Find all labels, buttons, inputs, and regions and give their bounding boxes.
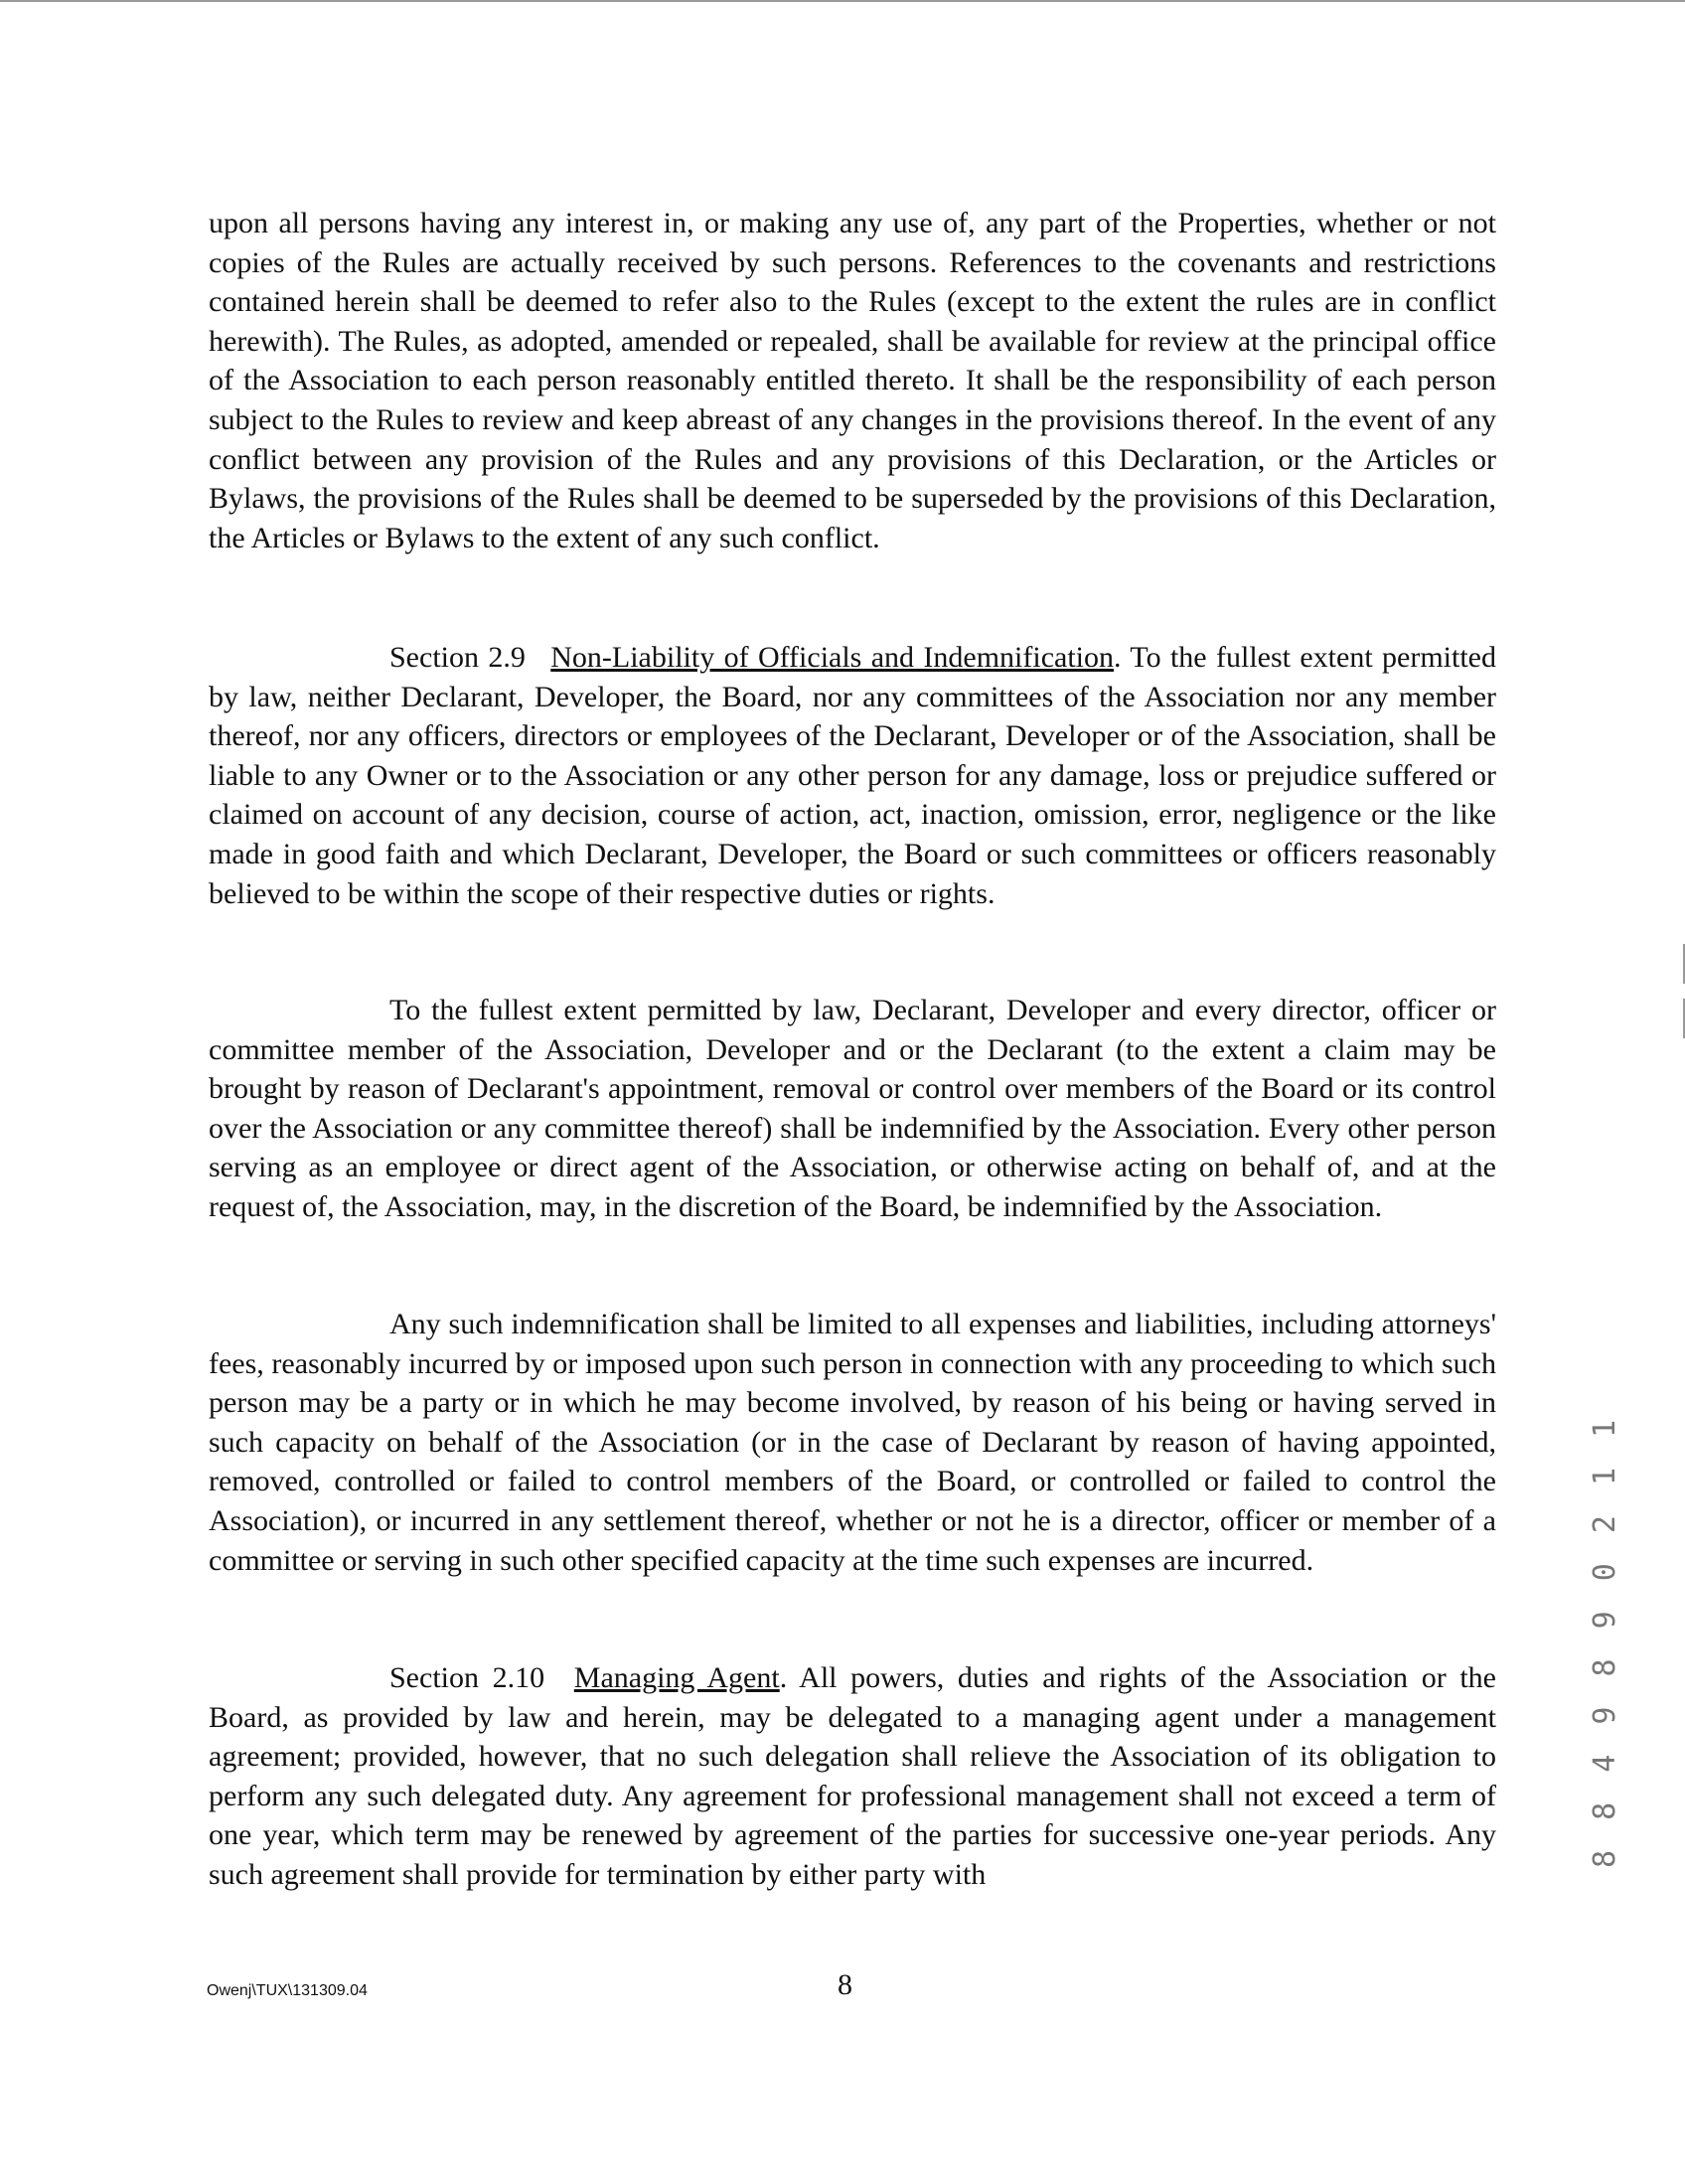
paragraph-indemnification-limits	[209, 1305, 1496, 1580]
section-number: Section 2.10	[389, 1661, 545, 1694]
section-2-9	[209, 638, 1496, 913]
section-2-10	[209, 1658, 1496, 1895]
section-heading: Managing Agent	[573, 1661, 780, 1694]
section-body: . To the fullest extent permitted by law, neither Declarant, Developer, the Board, nor any committees of the Association nor any member thereof, nor any officers, directors or employees of the Declarant, Developer or of the Association, shall be liable to any Owner or to the Association or any other person for any damage, loss or prejudice suffered or claimed on account of any decision, course of action, act, inaction, omission, error, negligence or the like made in good faith and which Declarant, Developer, the Board or such committees or officers reasonably believed to be within the scope of their respective duties or rights.	[209, 641, 1496, 910]
page-number: 8	[838, 1968, 852, 2001]
section-number: Section 2.9	[389, 641, 526, 674]
paragraph-indemnification	[209, 991, 1496, 1227]
scan-edge-line	[0, 0, 1685, 2]
section-body: . All powers, duties and rights of the Association or the Board, as provided by law and herein, may be delegated to a managing agent under a management agreement; provided, however, that no such delegation shall relieve the Association of its obligation to perform any such delegated duty. Any agreement for professional management shall not exceed a term of one year, which term may be renewed by agreement of the parties for successive one-year periods. Any such agreement shall provide for termination by either party with	[209, 1661, 1496, 1891]
footer-file-id: Owenj\TUX\131309.04	[207, 1982, 368, 1999]
paragraph-text: To the fullest extent permitted by law, Declarant, Developer and every director, officer or committee member of the Association, Developer and or the Declarant (to the extent a claim may be brought by reason of Declarant's appointment, removal or control over members of the Board or its control over the Association or any committee thereof) shall be indemnified by the Association. Every other person serving as an employee or direct agent of the Association, or otherwise acting on behalf of, and at the request of, the Association, may, in the discretion of the Board, be indemnified by the Association.	[209, 994, 1496, 1223]
paragraph-rules-continuation	[209, 204, 1496, 557]
paragraph-text: upon all persons having any interest in, or making any use of, any part of the Properties, whether or not copies of the Rules are actually received by such persons. References to the covenants and restrictions contained herein shall be deemed to refer also to the Rules (except to the extent the rules are in conflict herewith). The Rules, as adopted, amended or repealed, shall be available for review at the principal office of the Association to each person reasonably entitled thereto. It shall be the responsibility of each person subject to the Rules to review and keep abreast of any changes in the provisions thereof. In the event of any conflict between any provision of the Rules and any provisions of this Declaration, or the Articles or Bylaws, the provisions of the Rules shall be deemed to be superseded by the provisions of this Declaration, the Articles or Bylaws to the extent of any such conflict.	[209, 207, 1496, 554]
section-heading: Non-Liability of Officials and Indemnification	[550, 641, 1115, 674]
paragraph-text: Any such indemnification shall be limited to all expenses and liabilities, including attorneys' fees, reasonably incurred by or imposed upon such person in connection with any proceeding to which such person may be a party or in which he may become involved, by reason of his being or having served in such capacity on behalf of the Association (or in the case of Declarant by reason of having appointed, removed, controlled or failed to control members of the Board, or controlled or failed to control the Association), or incurred in any settlement thereof, whether or not he is a director, officer or member of a committee or serving in such other specified capacity at the time such expenses are incurred.	[209, 1308, 1496, 1577]
margin-stamp: 8 8 4 9 8 9 0 2 1 1	[1588, 1413, 1622, 1868]
